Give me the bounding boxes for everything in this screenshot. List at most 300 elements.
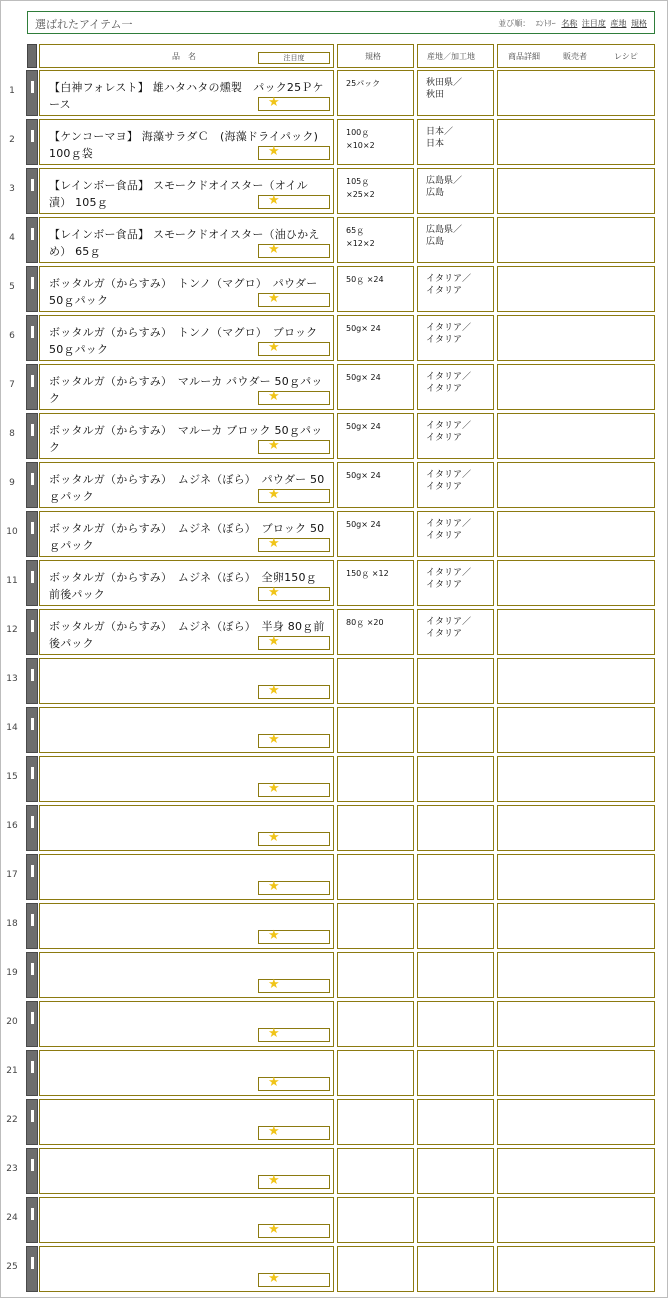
row-drag-handle[interactable]: [26, 413, 38, 459]
detail-cell: [497, 560, 655, 606]
item-spec: 50g× 24: [346, 324, 381, 333]
handle-grip-icon: [31, 81, 34, 93]
item-spec: 25パック: [346, 79, 381, 88]
attention-rating[interactable]: [258, 97, 330, 111]
row-number: 23: [6, 1164, 18, 1174]
detail-cell: [497, 1099, 655, 1145]
origin-cell: [417, 70, 494, 116]
origin-cell: [417, 707, 494, 753]
star-icon: ★: [268, 438, 280, 453]
spec-cell: [337, 756, 414, 802]
detail-cell: [497, 707, 655, 753]
item-name-cell[interactable]: [39, 756, 334, 802]
attention-rating[interactable]: [258, 538, 330, 552]
star-icon: ★: [268, 1222, 280, 1237]
detail-cell: [497, 658, 655, 704]
item-origin: イタリア／ イタリア: [426, 617, 472, 639]
handle-grip-icon: [31, 326, 34, 338]
detail-cell: [497, 1197, 655, 1243]
origin-cell: [417, 217, 494, 263]
item-name-cell[interactable]: [39, 560, 334, 606]
origin-cell: [417, 805, 494, 851]
star-icon: ★: [268, 340, 280, 355]
table-row: [0, 119, 668, 165]
spec-cell: [337, 1001, 414, 1047]
row-drag-handle[interactable]: [26, 511, 38, 557]
spec-cell: [337, 511, 414, 557]
row-drag-handle[interactable]: [26, 1197, 38, 1243]
row-drag-handle[interactable]: [26, 1246, 38, 1292]
origin-cell: [417, 952, 494, 998]
star-icon: ★: [268, 1271, 280, 1286]
star-icon: ★: [268, 634, 280, 649]
origin-cell: [417, 266, 494, 312]
item-name-cell[interactable]: [39, 70, 334, 116]
header-recipe-label: レシピ: [614, 52, 638, 61]
item-name-cell[interactable]: [39, 903, 334, 949]
detail-cell: [497, 364, 655, 410]
handle-grip-icon: [31, 424, 34, 436]
item-name: 【レインボー食品】 スモークドオイスター（オイル漬） 105ｇ: [49, 179, 308, 209]
origin-cell: [417, 1050, 494, 1096]
row-number: 2: [9, 135, 15, 145]
detail-cell: [497, 903, 655, 949]
table-row: [0, 658, 668, 704]
origin-cell: [417, 119, 494, 165]
item-name: ボッタルガ（からすみ） トンノ（マグロ） パウダー 50ｇパック: [49, 277, 318, 307]
item-name: ボッタルガ（からすみ） ムジネ（ぼら） パウダー 50ｇパック: [49, 473, 325, 503]
row-number: 5: [9, 282, 15, 292]
star-icon: ★: [268, 487, 280, 502]
attention-rating[interactable]: [258, 881, 330, 895]
row-drag-handle[interactable]: [26, 903, 38, 949]
row-drag-handle[interactable]: [26, 756, 38, 802]
attention-rating[interactable]: [258, 1224, 330, 1238]
row-drag-handle[interactable]: [26, 805, 38, 851]
attention-rating[interactable]: [258, 1077, 330, 1091]
item-name: ボッタルガ（からすみ） ムジネ（ぼら） 全卵150ｇ前後パック: [49, 571, 317, 601]
row-number: 24: [6, 1213, 18, 1223]
item-origin: 広島県／ 広島: [426, 176, 463, 198]
attention-rating[interactable]: [258, 930, 330, 944]
origin-cell: [417, 364, 494, 410]
attention-rating[interactable]: [258, 979, 330, 993]
star-icon: ★: [268, 389, 280, 404]
spec-cell: [337, 462, 414, 508]
row-number: 14: [6, 723, 18, 733]
spec-cell: [337, 560, 414, 606]
row-number: 13: [6, 674, 18, 684]
row-drag-handle[interactable]: [26, 609, 38, 655]
origin-cell: [417, 609, 494, 655]
row-number: 25: [6, 1262, 18, 1272]
header-name-cell: [39, 44, 334, 68]
detail-cell: [497, 854, 655, 900]
item-name: 【レインボー食品】 スモークドオイスター（油ひかえめ） 65ｇ: [49, 228, 320, 258]
item-spec: 50ｇ ×24: [346, 275, 384, 284]
handle-grip-icon: [31, 1012, 34, 1024]
table-row: [0, 560, 668, 606]
row-drag-handle[interactable]: [26, 952, 38, 998]
item-name-cell[interactable]: [39, 1197, 334, 1243]
table-row: [0, 952, 668, 998]
attention-rating[interactable]: [258, 1273, 330, 1287]
star-icon: ★: [268, 732, 280, 747]
detail-cell: [497, 756, 655, 802]
detail-cell: [497, 952, 655, 998]
item-origin: イタリア／ イタリア: [426, 274, 472, 296]
origin-cell: [417, 903, 494, 949]
spec-cell: [337, 364, 414, 410]
attention-rating[interactable]: [258, 1126, 330, 1140]
row-number: 11: [6, 576, 18, 586]
item-spec: 50g× 24: [346, 422, 381, 431]
attention-rating[interactable]: [258, 734, 330, 748]
handle-grip-icon: [31, 130, 34, 142]
row-drag-handle[interactable]: [26, 70, 38, 116]
item-name-cell[interactable]: [39, 952, 334, 998]
table-row: [0, 756, 668, 802]
detail-cell: [497, 805, 655, 851]
table-row: [0, 805, 668, 851]
attention-rating[interactable]: [258, 489, 330, 503]
detail-cell: [497, 511, 655, 557]
row-drag-handle[interactable]: [26, 168, 38, 214]
handle-grip-icon: [31, 816, 34, 828]
origin-cell: [417, 1001, 494, 1047]
item-name-cell[interactable]: [39, 609, 334, 655]
detail-cell: [497, 266, 655, 312]
star-icon: ★: [268, 879, 280, 894]
item-name-cell[interactable]: [39, 707, 334, 753]
sort-by-attention-link[interactable]: 注目度: [581, 19, 606, 28]
table-row: [0, 1050, 668, 1096]
attention-rating[interactable]: [258, 391, 330, 405]
row-drag-handle[interactable]: [26, 1148, 38, 1194]
row-number: 15: [6, 772, 18, 782]
spec-cell: [337, 1148, 414, 1194]
star-icon: ★: [268, 291, 280, 306]
star-icon: ★: [268, 928, 280, 943]
table-row: [0, 168, 668, 214]
spec-cell: [337, 903, 414, 949]
attention-rating[interactable]: [258, 244, 330, 258]
table-row: [0, 315, 668, 361]
spec-cell: [337, 119, 414, 165]
row-drag-handle[interactable]: [26, 658, 38, 704]
spec-cell: [337, 952, 414, 998]
item-origin: イタリア／ イタリア: [426, 372, 472, 394]
item-origin: 日本／ 日本: [426, 127, 454, 149]
origin-cell: [417, 315, 494, 361]
table-row: [0, 266, 668, 312]
origin-cell: [417, 168, 494, 214]
item-name-cell[interactable]: [39, 1246, 334, 1292]
attention-rating[interactable]: [258, 636, 330, 650]
item-name-cell[interactable]: [39, 217, 334, 263]
item-name-cell[interactable]: [39, 658, 334, 704]
row-drag-handle[interactable]: [26, 315, 38, 361]
row-drag-handle[interactable]: [26, 364, 38, 410]
header-spec-cell: [337, 44, 414, 68]
origin-cell: [417, 756, 494, 802]
item-name-cell[interactable]: [39, 119, 334, 165]
item-name-cell[interactable]: [39, 1099, 334, 1145]
sort-controls: [498, 18, 647, 29]
item-name-cell[interactable]: [39, 266, 334, 312]
detail-cell: [497, 168, 655, 214]
item-spec: 50g× 24: [346, 520, 381, 529]
row-drag-handle[interactable]: [26, 462, 38, 508]
item-name-cell[interactable]: [39, 413, 334, 459]
item-spec: 50g× 24: [346, 471, 381, 480]
row-number: 12: [6, 625, 18, 635]
star-icon: ★: [268, 830, 280, 845]
table-row: [0, 364, 668, 410]
handle-grip-icon: [31, 963, 34, 975]
item-name: ボッタルガ（からすみ） ムジネ（ぼら） ブロック 50ｇパック: [49, 522, 325, 552]
row-number: 18: [6, 919, 18, 929]
item-name: ボッタルガ（からすみ） マルーカ パウダー 50ｇパック: [49, 375, 323, 405]
table-row: [0, 1246, 668, 1292]
attention-rating[interactable]: [258, 146, 330, 160]
header-detail-label: 商品詳細: [508, 52, 540, 61]
handle-grip-icon: [31, 1257, 34, 1269]
detail-cell: [497, 1246, 655, 1292]
row-drag-handle[interactable]: [26, 1099, 38, 1145]
origin-cell: [417, 1197, 494, 1243]
table-row: [0, 462, 668, 508]
item-name: ボッタルガ（からすみ） マルーカ ブロック 50ｇパック: [49, 424, 323, 454]
attention-rating[interactable]: [258, 685, 330, 699]
sort-label: 並び順：: [498, 19, 531, 28]
handle-grip-icon: [31, 767, 34, 779]
star-icon: ★: [268, 683, 280, 698]
row-drag-handle[interactable]: [26, 119, 38, 165]
attention-rating[interactable]: [258, 783, 330, 797]
handle-grip-icon: [31, 1110, 34, 1122]
header-name-label: 品 名: [172, 52, 196, 61]
item-name: ボッタルガ（からすみ） ムジネ（ぼら） 半身 80ｇ前後パック: [49, 620, 325, 650]
spec-cell: [337, 315, 414, 361]
spec-cell: [337, 1246, 414, 1292]
handle-grip-icon: [31, 1159, 34, 1171]
row-number: 16: [6, 821, 18, 831]
origin-cell: [417, 413, 494, 459]
handle-grip-icon: [31, 669, 34, 681]
spec-cell: [337, 609, 414, 655]
handle-grip-icon: [31, 865, 34, 877]
origin-cell: [417, 511, 494, 557]
star-icon: ★: [268, 144, 280, 159]
item-name-cell[interactable]: [39, 364, 334, 410]
item-name-cell[interactable]: [39, 854, 334, 900]
item-origin: イタリア／ イタリア: [426, 519, 472, 541]
header-row-bar: [27, 44, 37, 68]
row-number: 8: [9, 429, 15, 439]
attention-rating[interactable]: [258, 342, 330, 356]
spec-cell: [337, 217, 414, 263]
table-row: [0, 707, 668, 753]
attention-rating[interactable]: [258, 440, 330, 454]
row-drag-handle[interactable]: [26, 560, 38, 606]
item-origin: イタリア／ イタリア: [426, 323, 472, 345]
table-row: [0, 609, 668, 655]
handle-grip-icon: [31, 1208, 34, 1220]
row-number: 10: [6, 527, 18, 537]
attention-sort-button[interactable]: 注目度: [258, 52, 330, 64]
star-icon: ★: [268, 1124, 280, 1139]
star-icon: ★: [268, 781, 280, 796]
star-icon: ★: [268, 242, 280, 257]
item-spec: 150ｇ ×12: [346, 569, 389, 578]
star-icon: ★: [268, 585, 280, 600]
origin-cell: [417, 560, 494, 606]
attention-rating[interactable]: [258, 195, 330, 209]
item-name: ボッタルガ（からすみ） トンノ（マグロ） ブロック 50ｇパック: [49, 326, 318, 356]
star-icon: ★: [268, 1075, 280, 1090]
item-origin: イタリア／ イタリア: [426, 421, 472, 443]
row-drag-handle[interactable]: [26, 854, 38, 900]
spec-cell: [337, 168, 414, 214]
attention-rating[interactable]: [258, 293, 330, 307]
row-number: 1: [9, 86, 15, 96]
spec-cell: [337, 707, 414, 753]
spec-cell: [337, 805, 414, 851]
star-icon: ★: [268, 977, 280, 992]
detail-cell: [497, 70, 655, 116]
spec-cell: [337, 1050, 414, 1096]
header-seller-label: 販売者: [563, 52, 587, 61]
item-name-cell[interactable]: [39, 805, 334, 851]
table-row: [0, 1197, 668, 1243]
origin-cell: [417, 854, 494, 900]
row-number: 4: [9, 233, 15, 243]
spec-cell: [337, 70, 414, 116]
row-number: 3: [9, 184, 15, 194]
handle-grip-icon: [31, 718, 34, 730]
row-number: 19: [6, 968, 18, 978]
handle-grip-icon: [31, 228, 34, 240]
row-drag-handle[interactable]: [26, 707, 38, 753]
handle-grip-icon: [31, 179, 34, 191]
spec-cell: [337, 1099, 414, 1145]
handle-grip-icon: [31, 620, 34, 632]
item-spec: 50g× 24: [346, 373, 381, 382]
attention-rating[interactable]: [258, 1175, 330, 1189]
row-number: 22: [6, 1115, 18, 1125]
detail-cell: [497, 1050, 655, 1096]
item-name-cell[interactable]: [39, 168, 334, 214]
item-name-cell[interactable]: [39, 1148, 334, 1194]
attention-rating[interactable]: [258, 832, 330, 846]
detail-cell: [497, 1001, 655, 1047]
detail-cell: [497, 413, 655, 459]
sort-by-name-link[interactable]: 名称: [561, 19, 578, 28]
item-origin: 広島県／ 広島: [426, 225, 463, 247]
item-spec: 105ｇ ×25×2: [346, 177, 375, 199]
item-spec: 80ｇ ×20: [346, 618, 384, 627]
item-name: 【白神フォレスト】 雄ハタハタの燻製 パック25Ｐケース: [49, 81, 324, 111]
handle-grip-icon: [31, 473, 34, 485]
table-row: [0, 903, 668, 949]
sort-entry-label: ｴﾝﾄﾘｰ: [535, 19, 556, 28]
detail-cell: [497, 462, 655, 508]
row-number: 17: [6, 870, 18, 880]
item-name-cell[interactable]: [39, 511, 334, 557]
table-row: [0, 511, 668, 557]
sort-by-origin-link[interactable]: 産地: [610, 19, 627, 28]
star-icon: ★: [268, 193, 280, 208]
row-drag-handle[interactable]: [26, 217, 38, 263]
table-row: [0, 217, 668, 263]
item-name-cell[interactable]: [39, 462, 334, 508]
origin-cell: [417, 1099, 494, 1145]
handle-grip-icon: [31, 375, 34, 387]
row-drag-handle[interactable]: [26, 1001, 38, 1047]
selected-items-bar: [27, 11, 655, 34]
selected-items-title: 選ばれたアイテム一: [35, 18, 133, 31]
row-number: 20: [6, 1017, 18, 1027]
detail-cell: [497, 217, 655, 263]
detail-cell: [497, 609, 655, 655]
handle-grip-icon: [31, 522, 34, 534]
star-icon: ★: [268, 95, 280, 110]
spec-cell: [337, 854, 414, 900]
handle-grip-icon: [31, 277, 34, 289]
header-origin-label: 産地／加工地: [427, 52, 475, 61]
attention-rating[interactable]: [258, 1028, 330, 1042]
row-number: 21: [6, 1066, 18, 1076]
star-icon: ★: [268, 536, 280, 551]
table-row: [0, 1001, 668, 1047]
item-origin: 秋田県／ 秋田: [426, 78, 463, 100]
table-row: [0, 1099, 668, 1145]
origin-cell: [417, 462, 494, 508]
row-drag-handle[interactable]: [26, 266, 38, 312]
table-row: [0, 854, 668, 900]
row-number: 9: [9, 478, 15, 488]
spec-cell: [337, 658, 414, 704]
origin-cell: [417, 658, 494, 704]
item-origin: イタリア／ イタリア: [426, 470, 472, 492]
detail-cell: [497, 315, 655, 361]
table-row: [0, 413, 668, 459]
header-spec-label: 規格: [365, 52, 381, 61]
origin-cell: [417, 1246, 494, 1292]
handle-grip-icon: [31, 914, 34, 926]
table-row: [0, 1148, 668, 1194]
header-extra-cell: [497, 44, 655, 68]
row-drag-handle[interactable]: [26, 1050, 38, 1096]
detail-cell: [497, 119, 655, 165]
sort-by-spec-link[interactable]: 規格: [631, 19, 647, 28]
star-icon: ★: [268, 1173, 280, 1188]
item-name-cell[interactable]: [39, 315, 334, 361]
spec-cell: [337, 413, 414, 459]
star-icon: ★: [268, 1026, 280, 1041]
item-origin: イタリア／ イタリア: [426, 568, 472, 590]
row-number: 6: [9, 331, 15, 341]
attention-rating[interactable]: [258, 587, 330, 601]
table-row: [0, 70, 668, 116]
handle-grip-icon: [31, 571, 34, 583]
item-name-cell[interactable]: [39, 1001, 334, 1047]
origin-cell: [417, 1148, 494, 1194]
handle-grip-icon: [31, 1061, 34, 1073]
item-name-cell[interactable]: [39, 1050, 334, 1096]
spec-cell: [337, 266, 414, 312]
